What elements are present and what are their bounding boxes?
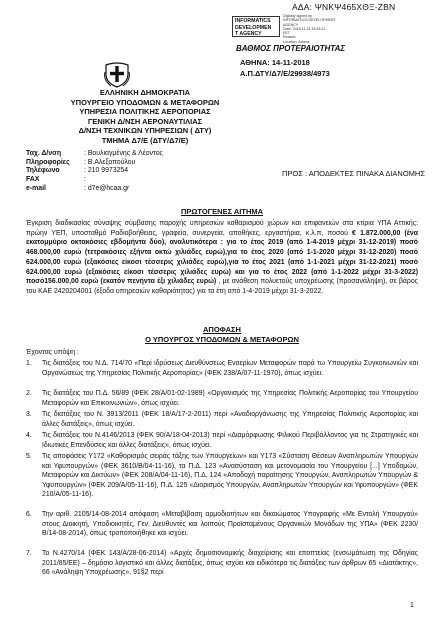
header-line: ΓΕΝΙΚΗ Δ/ΝΣΗ ΑΕΡΟΝΑΥΤΙΛΙΑΣ — [87, 116, 203, 126]
contact-details — [26, 150, 163, 194]
signature-line: INFORMATICS DEVELOPMENT — [283, 18, 336, 23]
list-item — [26, 389, 418, 408]
item-text: Το Ν.4270/14 (ΦΕΚ 143/Α/28-06-2014) «Αρχές δημοσιονομικής διαχείρισης και εποπτείας (ενσωμάτωση της Οδηγίας 2011/85/ΕΕ) – δημόσιο λογιστικό και άλλες διατάξεις, όπως ισχύει και ειδικότερα τις διατάξεις των άρθρων 65 «Διατάκτης», 66 «Ανάληψη Υποχρέωσης», 91§2 περί — [42, 550, 418, 577]
contact-row — [26, 167, 163, 176]
contact-label: Ταχ. Δ/νση — [26, 150, 62, 157]
item-text: Τις διατάξεις του Ν.4146/2013 (ΦΕΚ 90/Α/18-04-2013) περί «Διαμόρφωσης Φιλικού Περιβάλλοντος για τις Στρατηγικές και Ιδιωτικές Επενδύσεις και άλλες διατάξεις», όπως ισχύει. — [42, 432, 418, 449]
digital-signature — [283, 14, 373, 44]
item-number: 2. — [26, 390, 32, 397]
signature-line: AGENCY — [283, 22, 299, 27]
contact-label: e-mail — [26, 184, 46, 192]
list-item — [26, 452, 418, 500]
decision-subtitle: Ο ΥΠΟΥΡΓΟΣ ΥΠΟΔΟΜΩΝ & ΜΕΤΑΦΟΡΩΝ — [145, 335, 299, 344]
list-item — [26, 431, 418, 450]
page-number: 1 — [410, 602, 414, 609]
contact-value: : — [84, 176, 86, 184]
contact-value: : Β.Αλεξοπούλου — [84, 158, 136, 166]
contact-label: FAX — [26, 176, 40, 184]
contact-label: Πληροφορίες — [26, 158, 70, 166]
contact-row — [26, 176, 163, 185]
contact-value: : Βουλιαγμένης & Λέοντος — [84, 150, 163, 157]
item-number: 4. — [26, 432, 32, 439]
item-number: 5. — [26, 453, 32, 460]
decision-title: ΑΠΟΦΑΣΗ — [203, 325, 241, 334]
primary-text-part: , με ανάθεση πολυετούς υποχρέωσης (προσανάληψη), σε βάρος του ΚΑΕ 2420204001 (έξοδα υπηρεσιών καθαριότητας) για τα έτη από 1-4-2019 μέχρι 31-3-2022. — [26, 278, 418, 295]
header-line: ΤΜΗΜΑ Δ7/Ε (ΔΤΥ/Δ7/Ε) — [101, 135, 189, 145]
priority-label: ΒΑΘΜΟΣ ΠΡΟΤΕΡΑΙΟΤΗΤΑΣ — [236, 44, 346, 53]
ada-code: ΑΔΑ: ΨΝΚΨ465ΧΘΞ-ΖΒΝ — [292, 2, 396, 12]
list-item — [26, 549, 418, 578]
list-item — [26, 410, 418, 429]
contact-value: : d7e@hcaa.gr — [84, 184, 130, 192]
header-line: ΥΠΟΥΡΓΕΙΟ ΥΠΟΔΟΜΩΝ & ΜΕΤΑΦΟΡΩΝ — [70, 97, 220, 107]
primary-request-title: ΠΡΩΤΟΓΕΝΕΣ ΑΙΤΗΜΑ — [180, 207, 264, 216]
signature-line: Reason: — [283, 35, 297, 40]
list-item — [26, 510, 418, 539]
item-text: Την αριθ. 2105/14-08-2014 απόφαση «Μεταβίβαση αρμοδιοτήτων και δικαιώματος Υπογραφής «Με Εντολή Υπουργού» στους Διοικητή, Υποδιοικητές, Γεν. Διευθυντές και λοιπούς Προϊσταμένους Οργανικών Μονάδων της ΥΠΑ» (ΦΕΚ 2230/Β/14-08-2014), όπως τροποποιήθηκε και ισχύει. — [42, 511, 418, 538]
list-item — [26, 359, 418, 378]
contact-label: Τηλέφωνο — [26, 167, 60, 175]
item-text: Τις διατάξεις του Ν.Δ. 714/70 «Περί ιδρύσεως Διευθύνσεως Εναερίων Μεταφορών παρά τω Υπουργείω Συγκοινωνιών και Οργανώσεως της Υπηρεσίας Πολιτικής Αεροπορίας» (ΦΕΚ 238/Α/07-11-1970), όπως ισχύει. — [42, 360, 418, 377]
primary-request-text — [26, 219, 418, 297]
considering-label: Έχοντας υπόψη : — [26, 349, 79, 356]
signature-line: Location: Athens — [283, 39, 310, 44]
item-number: 7. — [26, 550, 32, 557]
issuing-authority-header — [40, 88, 250, 146]
item-text: Τις διατάξεις του Π.Δ. 56/89 (ΦΕΚ 28/Α/01-02-1989) «Οργανισμός της Υπηρεσίας Πολιτικής Αεροπορίας του Υπουργείου Μεταφορών και Επικοινωνιών», όπως ισχύει. — [42, 390, 418, 407]
document-date: ΑΘΗΝΑ: 14-11-2018 — [240, 58, 310, 67]
item-text: Τις διατάξεις του Ν. 3913/2011 (ΦΕΚ 18/Α/17-2-2011) περί «Αναδιοργάνωσης της Υπηρεσίας Πολιτικής Αεροπορίας και άλλες διατάξεις», όπως ισχύει. — [42, 411, 418, 428]
greek-coat-of-arms-icon — [102, 58, 132, 88]
stamp-line: INFORMATICS — [235, 18, 271, 24]
primary-text-part: Έγκριση διαδικασίας σύναψης σύμβασης παροχής υπηρεσιών καθαρισμού χώρων και επιφανειών στα κτίρια ΥΠΑ Αττικής: πρώην ΥΕΠ, υποσταθμό Ραδιοβοήθειας, γραφεία, συνεργεία, αποθήκες, εργαστήρια, κ.λ.π, ποσού — [26, 220, 418, 237]
signature-line: Date: 2018.11.14 15:03:21 — [283, 26, 326, 31]
protocol-number: Α.Π.ΔΤΥ/Δ7/Ε/29938/4973 — [240, 69, 330, 78]
date-protocol-block — [240, 57, 330, 79]
recipient-line: ΠΡΟΣ : ΑΠΟΔΕΚΤΕΣ ΠΙΝΑΚΑ ΔΙΑΝΟΜΗΣ — [282, 169, 425, 178]
item-number: 1. — [26, 360, 32, 367]
item-number: 6. — [26, 511, 32, 518]
header-line: ΕΛΛΗΝΙΚΗ ΔΗΜΟΚΡΑΤΙΑ — [99, 88, 191, 97]
item-text: Τις αποφάσεις Υ172 «Καθορισμός σειράς τάξης των Υπουργείων» και Υ173 «Σύσταση Θέσεων Αναπληρωτών Υπουργών και Υφυπουργών» (ΦΕΚ 3610/Β/04-11-16), τα Π.Δ. 123 «Ανασύσταση και μετονομασία του Υπουργείου [...] Υποδομών, Μεταφορών και Δικτύων» (ΦΕΚ 208/Α/04-11-16), Π.Δ. 124 «Αποδοχή παραίτησης Υπουργών, Αναπληρωτών Υπουργών & Υφυπουργών» (ΦΕΚ 209/Α/05-11-16), Π.Δ. 125 «Διορισμός Υπουργών, Αναπληρωτών Υπουργών και Υφυπουργών» (ΦΕΚ 210/Α/05-11-16). — [42, 453, 418, 499]
digital-stamp — [232, 16, 280, 37]
stamp-line: DEVELOPMEN — [235, 24, 272, 31]
header-line: ΥΠΗΡΕΣΙΑ ΠΟΛΙΤΙΚΗΣ ΑΕΡΟΠΟΡΙΑΣ — [79, 107, 211, 117]
stamp-line: T AGENCY — [235, 31, 262, 38]
contact-row — [26, 185, 163, 194]
contact-value: : 210 9973254 — [84, 167, 129, 175]
item-number: 3. — [26, 411, 32, 418]
contact-row — [26, 150, 163, 159]
signature-line: Digitally signed by — [283, 14, 312, 18]
signature-line: EET — [283, 31, 290, 36]
header-line: Δ/ΝΣΗ ΤΕΧΝΙΚΩΝ ΥΠΗΡΕΣΙΩΝ ( ΔΤΥ) — [78, 126, 212, 136]
primary-text-amounts: € 1.872.000,00 (ένα εκατομμύριο οκτακόσιες εβδομήντα δύο), αναλυτικότερα : για το έτος 2019 (από 1-4-2019 μέχρι 31-12-2019) ποσό 468.000,00 ευρώ (τετρακόσιες εξήντα οκτώ χιλιάδες ευρώ),για το έτος 2020 (από 1-1-2020 μέχρι 31-12-2020) ποσό 624.000,00 ευρώ (εξακόσιες είκοσι τέσσερις χιλιάδες ευρώ),για το έτος 2021 (από 1-1-2021 μέχρι 31-12-2021) ποσό 624.000,00 ευρώ (εξακόσιες είκοσι τέσσερις χιλιάδες ευρώ) και για το έτος 2022 (από 1-1-2022 μέχρι 31-3-2022) ποσό156.000,00 ευρώ (εκατόν πενήντα έξι χιλιάδες ευρώ) — [26, 229, 418, 286]
